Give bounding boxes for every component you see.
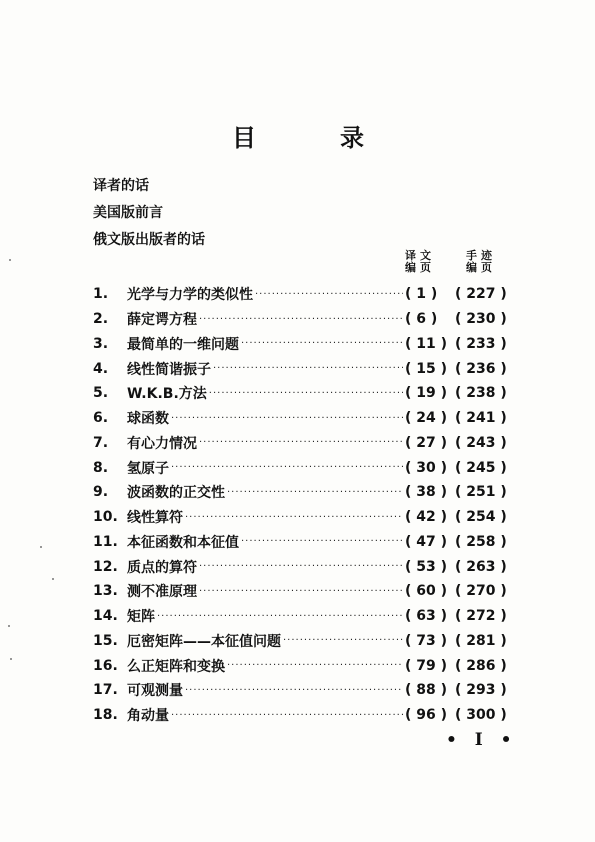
dot-leader <box>199 437 403 448</box>
entry-number: 2. <box>93 311 109 328</box>
column-header-line: 译文 <box>405 249 435 262</box>
translation-page: ( 27 ) <box>405 434 448 451</box>
toc-entry <box>93 480 513 505</box>
column-header-line: 手迹 <box>466 249 496 262</box>
manuscript-page: ( 230 ) <box>455 311 507 328</box>
dot-leader <box>171 462 403 473</box>
dot-leader <box>185 685 403 696</box>
translation-page: ( 60 ) <box>405 583 448 600</box>
column-header-translation <box>402 250 438 274</box>
manuscript-page: ( 258 ) <box>455 533 507 550</box>
manuscript-page: ( 281 ) <box>455 632 507 649</box>
manuscript-page: ( 293 ) <box>455 682 507 699</box>
entry-title: 最简单的一维问题 <box>127 336 239 353</box>
dot-leader <box>227 660 403 671</box>
entry-title: 测不准原理 <box>127 584 197 601</box>
manuscript-page: ( 241 ) <box>455 410 507 427</box>
translation-page: ( 1 ) <box>405 286 438 303</box>
table-of-contents <box>93 282 513 728</box>
entry-title: 线性简谐振子 <box>127 361 211 378</box>
toc-entry <box>93 282 513 307</box>
translation-page: ( 79 ) <box>405 657 448 674</box>
entry-title: 光学与力学的类似性 <box>127 287 253 304</box>
translation-page: ( 11 ) <box>405 335 448 352</box>
entry-number: 17. <box>93 682 118 699</box>
translation-page: ( 24 ) <box>405 410 448 427</box>
dot-leader <box>213 363 403 374</box>
entry-number: 8. <box>93 459 109 476</box>
dot-leader <box>185 512 403 523</box>
column-header-line: 编页 <box>466 261 496 274</box>
entry-number: 15. <box>93 632 118 649</box>
scan-speck <box>40 546 42 548</box>
toc-entry <box>93 356 513 381</box>
front-matter-item: 译者的话 <box>93 178 149 194</box>
manuscript-page: ( 245 ) <box>455 459 507 476</box>
toc-entry <box>93 431 513 456</box>
dot-leader <box>171 413 403 424</box>
dot-leader <box>171 710 403 721</box>
manuscript-page: ( 263 ) <box>455 558 507 575</box>
entry-number: 10. <box>93 509 118 526</box>
translation-page: ( 73 ) <box>405 632 448 649</box>
entry-title: 薛定谔方程 <box>127 312 197 329</box>
page-number: • I • <box>446 730 518 750</box>
translation-page: ( 19 ) <box>405 385 448 402</box>
entry-number: 5. <box>93 385 109 402</box>
entry-number: 1. <box>93 286 109 303</box>
dot-leader <box>199 561 403 572</box>
translation-page: ( 38 ) <box>405 484 448 501</box>
scan-speck <box>9 259 11 261</box>
dot-leader <box>157 611 403 622</box>
toc-entry <box>93 332 513 357</box>
toc-entry <box>93 307 513 332</box>
front-matter-item: 美国版前言 <box>93 205 163 221</box>
dot-leader <box>255 289 403 300</box>
column-header-manuscript <box>460 250 502 274</box>
entry-title: 质点的算符 <box>127 559 197 576</box>
entry-number: 7. <box>93 434 109 451</box>
translation-page: ( 96 ) <box>405 707 448 724</box>
title-char-2: 录 <box>340 124 364 152</box>
entry-number: 16. <box>93 657 118 674</box>
translation-page: ( 42 ) <box>405 509 448 526</box>
entry-title: 氢原子 <box>127 460 169 477</box>
entry-title: 线性算符 <box>127 510 183 527</box>
manuscript-page: ( 243 ) <box>455 434 507 451</box>
translation-page: ( 15 ) <box>405 360 448 377</box>
entry-title: W.K.B.方法 <box>127 386 207 403</box>
dot-leader <box>283 635 403 646</box>
toc-entry <box>93 604 513 629</box>
toc-entry <box>93 678 513 703</box>
dot-leader <box>241 536 403 547</box>
entry-number: 14. <box>93 608 118 625</box>
entry-number: 13. <box>93 583 118 600</box>
dot-leader <box>199 586 403 597</box>
manuscript-page: ( 270 ) <box>455 583 507 600</box>
entry-title: 矩阵 <box>127 609 155 626</box>
entry-title: 波函数的正交性 <box>127 485 225 502</box>
toc-entry <box>93 530 513 555</box>
manuscript-page: ( 300 ) <box>455 707 507 724</box>
toc-entry <box>93 406 513 431</box>
manuscript-page: ( 233 ) <box>455 335 507 352</box>
entry-title: 可观测量 <box>127 683 183 700</box>
toc-entry <box>93 505 513 530</box>
entry-number: 12. <box>93 558 118 575</box>
toc-entry <box>93 579 513 604</box>
entry-number: 6. <box>93 410 109 427</box>
dot-leader <box>241 338 403 349</box>
manuscript-page: ( 238 ) <box>455 385 507 402</box>
manuscript-page: ( 236 ) <box>455 360 507 377</box>
entry-title: 有心力情况 <box>127 435 197 452</box>
title-char-1: 目 <box>232 124 256 152</box>
entry-title: 厄密矩阵——本征值问题 <box>127 633 281 650</box>
toc-entry <box>93 554 513 579</box>
manuscript-page: ( 272 ) <box>455 608 507 625</box>
front-matter-item: 俄文版出版者的话 <box>93 232 205 248</box>
manuscript-page: ( 254 ) <box>455 509 507 526</box>
manuscript-page: ( 251 ) <box>455 484 507 501</box>
toc-entry <box>93 653 513 678</box>
dot-leader <box>227 487 403 498</box>
entry-title: 本征函数和本征值 <box>127 534 239 551</box>
toc-entry <box>93 381 513 406</box>
translation-page: ( 53 ) <box>405 558 448 575</box>
scan-speck <box>52 578 54 580</box>
scan-speck <box>8 625 10 627</box>
toc-entry <box>93 703 513 728</box>
column-header-line: 编页 <box>405 261 435 274</box>
manuscript-page: ( 227 ) <box>455 286 507 303</box>
entry-number: 4. <box>93 360 109 377</box>
dot-leader <box>209 388 403 399</box>
entry-title: 球函数 <box>127 411 169 428</box>
translation-page: ( 30 ) <box>405 459 448 476</box>
entry-number: 3. <box>93 335 109 352</box>
entry-number: 18. <box>93 707 118 724</box>
entry-number: 11. <box>93 533 118 550</box>
translation-page: ( 88 ) <box>405 682 448 699</box>
translation-page: ( 63 ) <box>405 608 448 625</box>
entry-title: 么正矩阵和变换 <box>127 658 225 675</box>
scan-speck <box>10 658 12 660</box>
translation-page: ( 47 ) <box>405 533 448 550</box>
manuscript-page: ( 286 ) <box>455 657 507 674</box>
entry-title: 角动量 <box>127 708 169 725</box>
toc-entry <box>93 629 513 654</box>
entry-number: 9. <box>93 484 109 501</box>
toc-entry <box>93 455 513 480</box>
translation-page: ( 6 ) <box>405 311 438 328</box>
dot-leader <box>199 314 403 325</box>
front-matter-list <box>93 176 205 257</box>
